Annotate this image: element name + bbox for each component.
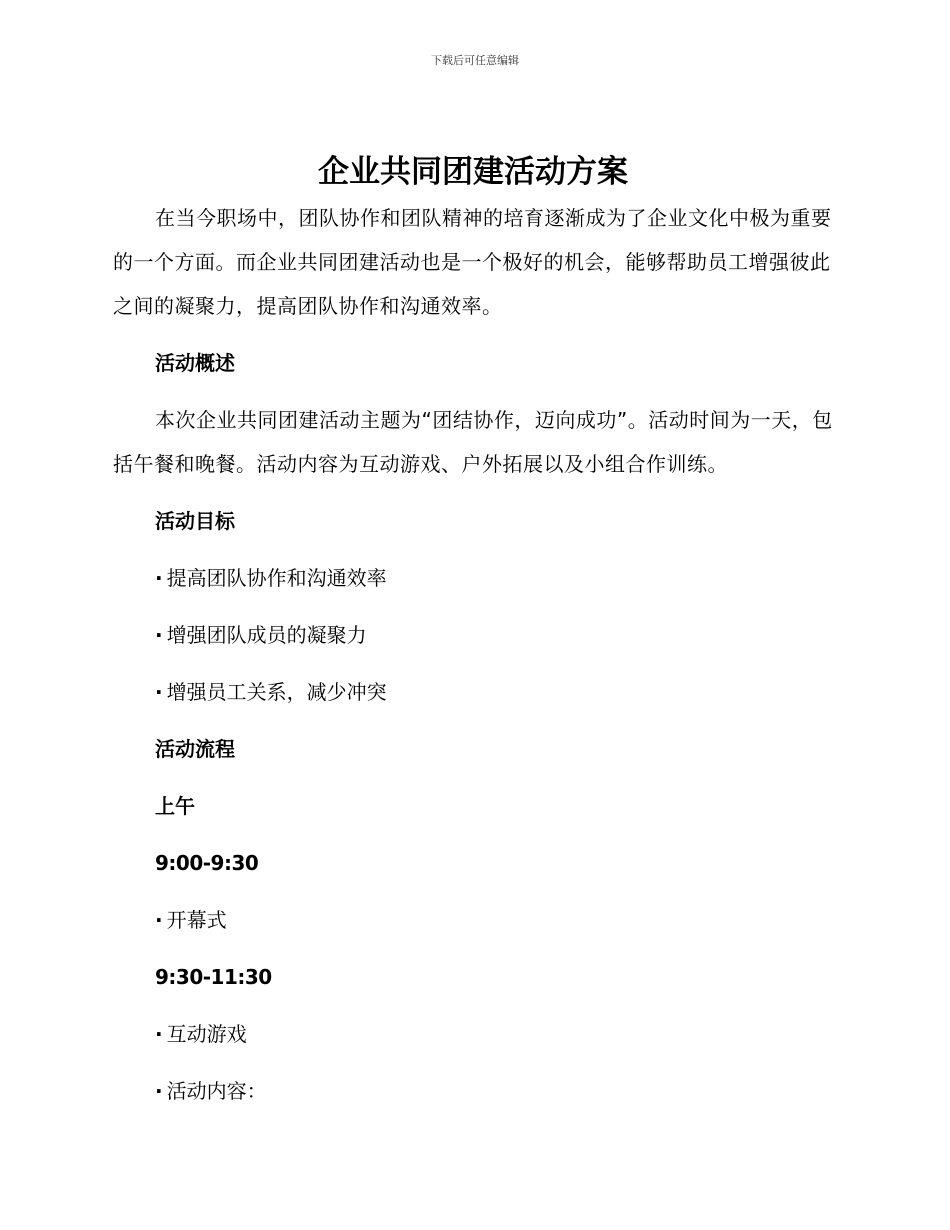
schedule-item-text: 互动游戏 bbox=[166, 1022, 247, 1046]
time-slot-label: 9:30-11:30 bbox=[155, 965, 272, 989]
bullet-icon: · bbox=[155, 680, 163, 704]
goal-item bbox=[113, 556, 833, 600]
bullet-icon: · bbox=[155, 1079, 163, 1103]
intro-paragraph: 在当今职场中，团队协作和团队精神的培育逐渐成为了企业文化中极为重要的一个方面。而企业共同团建活动也是一个极好的机会，能够帮助员工增强彼此之间的凝聚力，提高团队协作和沟通效率。 bbox=[113, 206, 832, 318]
time-slot-label: 9:00-9:30 bbox=[155, 851, 259, 875]
section-heading-process: 活动流程 bbox=[155, 737, 235, 761]
goal-item bbox=[113, 613, 833, 657]
document-title: 企业共同团建活动方案 bbox=[318, 154, 628, 190]
goal-item-text: 增强员工关系，减少冲突 bbox=[166, 680, 387, 704]
section-heading-goals: 活动目标 bbox=[155, 509, 235, 533]
bullet-icon: · bbox=[155, 623, 163, 647]
bullet-icon: · bbox=[155, 908, 163, 932]
schedule-item bbox=[113, 1012, 833, 1056]
period-label: 上午 bbox=[155, 794, 195, 818]
schedule-item bbox=[113, 898, 833, 942]
section-heading-overview: 活动概述 bbox=[155, 351, 235, 375]
schedule-item bbox=[113, 1069, 833, 1113]
page-header-note: 下载后可任意编辑 bbox=[431, 54, 519, 67]
document-body bbox=[113, 148, 833, 1113]
bullet-icon: · bbox=[155, 1022, 163, 1046]
goal-item-text: 增强团队成员的凝聚力 bbox=[166, 623, 367, 647]
bullet-icon: · bbox=[155, 566, 163, 590]
schedule-item-text: 活动内容： bbox=[166, 1079, 267, 1103]
goal-item bbox=[113, 670, 833, 714]
schedule-item-text: 开幕式 bbox=[166, 908, 227, 932]
overview-paragraph: 本次企业共同团建活动主题为“团结协作，迈向成功”。活动时间为一天，包括午餐和晚餐。活动内容为互动游戏、户外拓展以及小组合作训练。 bbox=[113, 408, 833, 476]
goal-item-text: 提高团队协作和沟通效率 bbox=[166, 566, 387, 590]
